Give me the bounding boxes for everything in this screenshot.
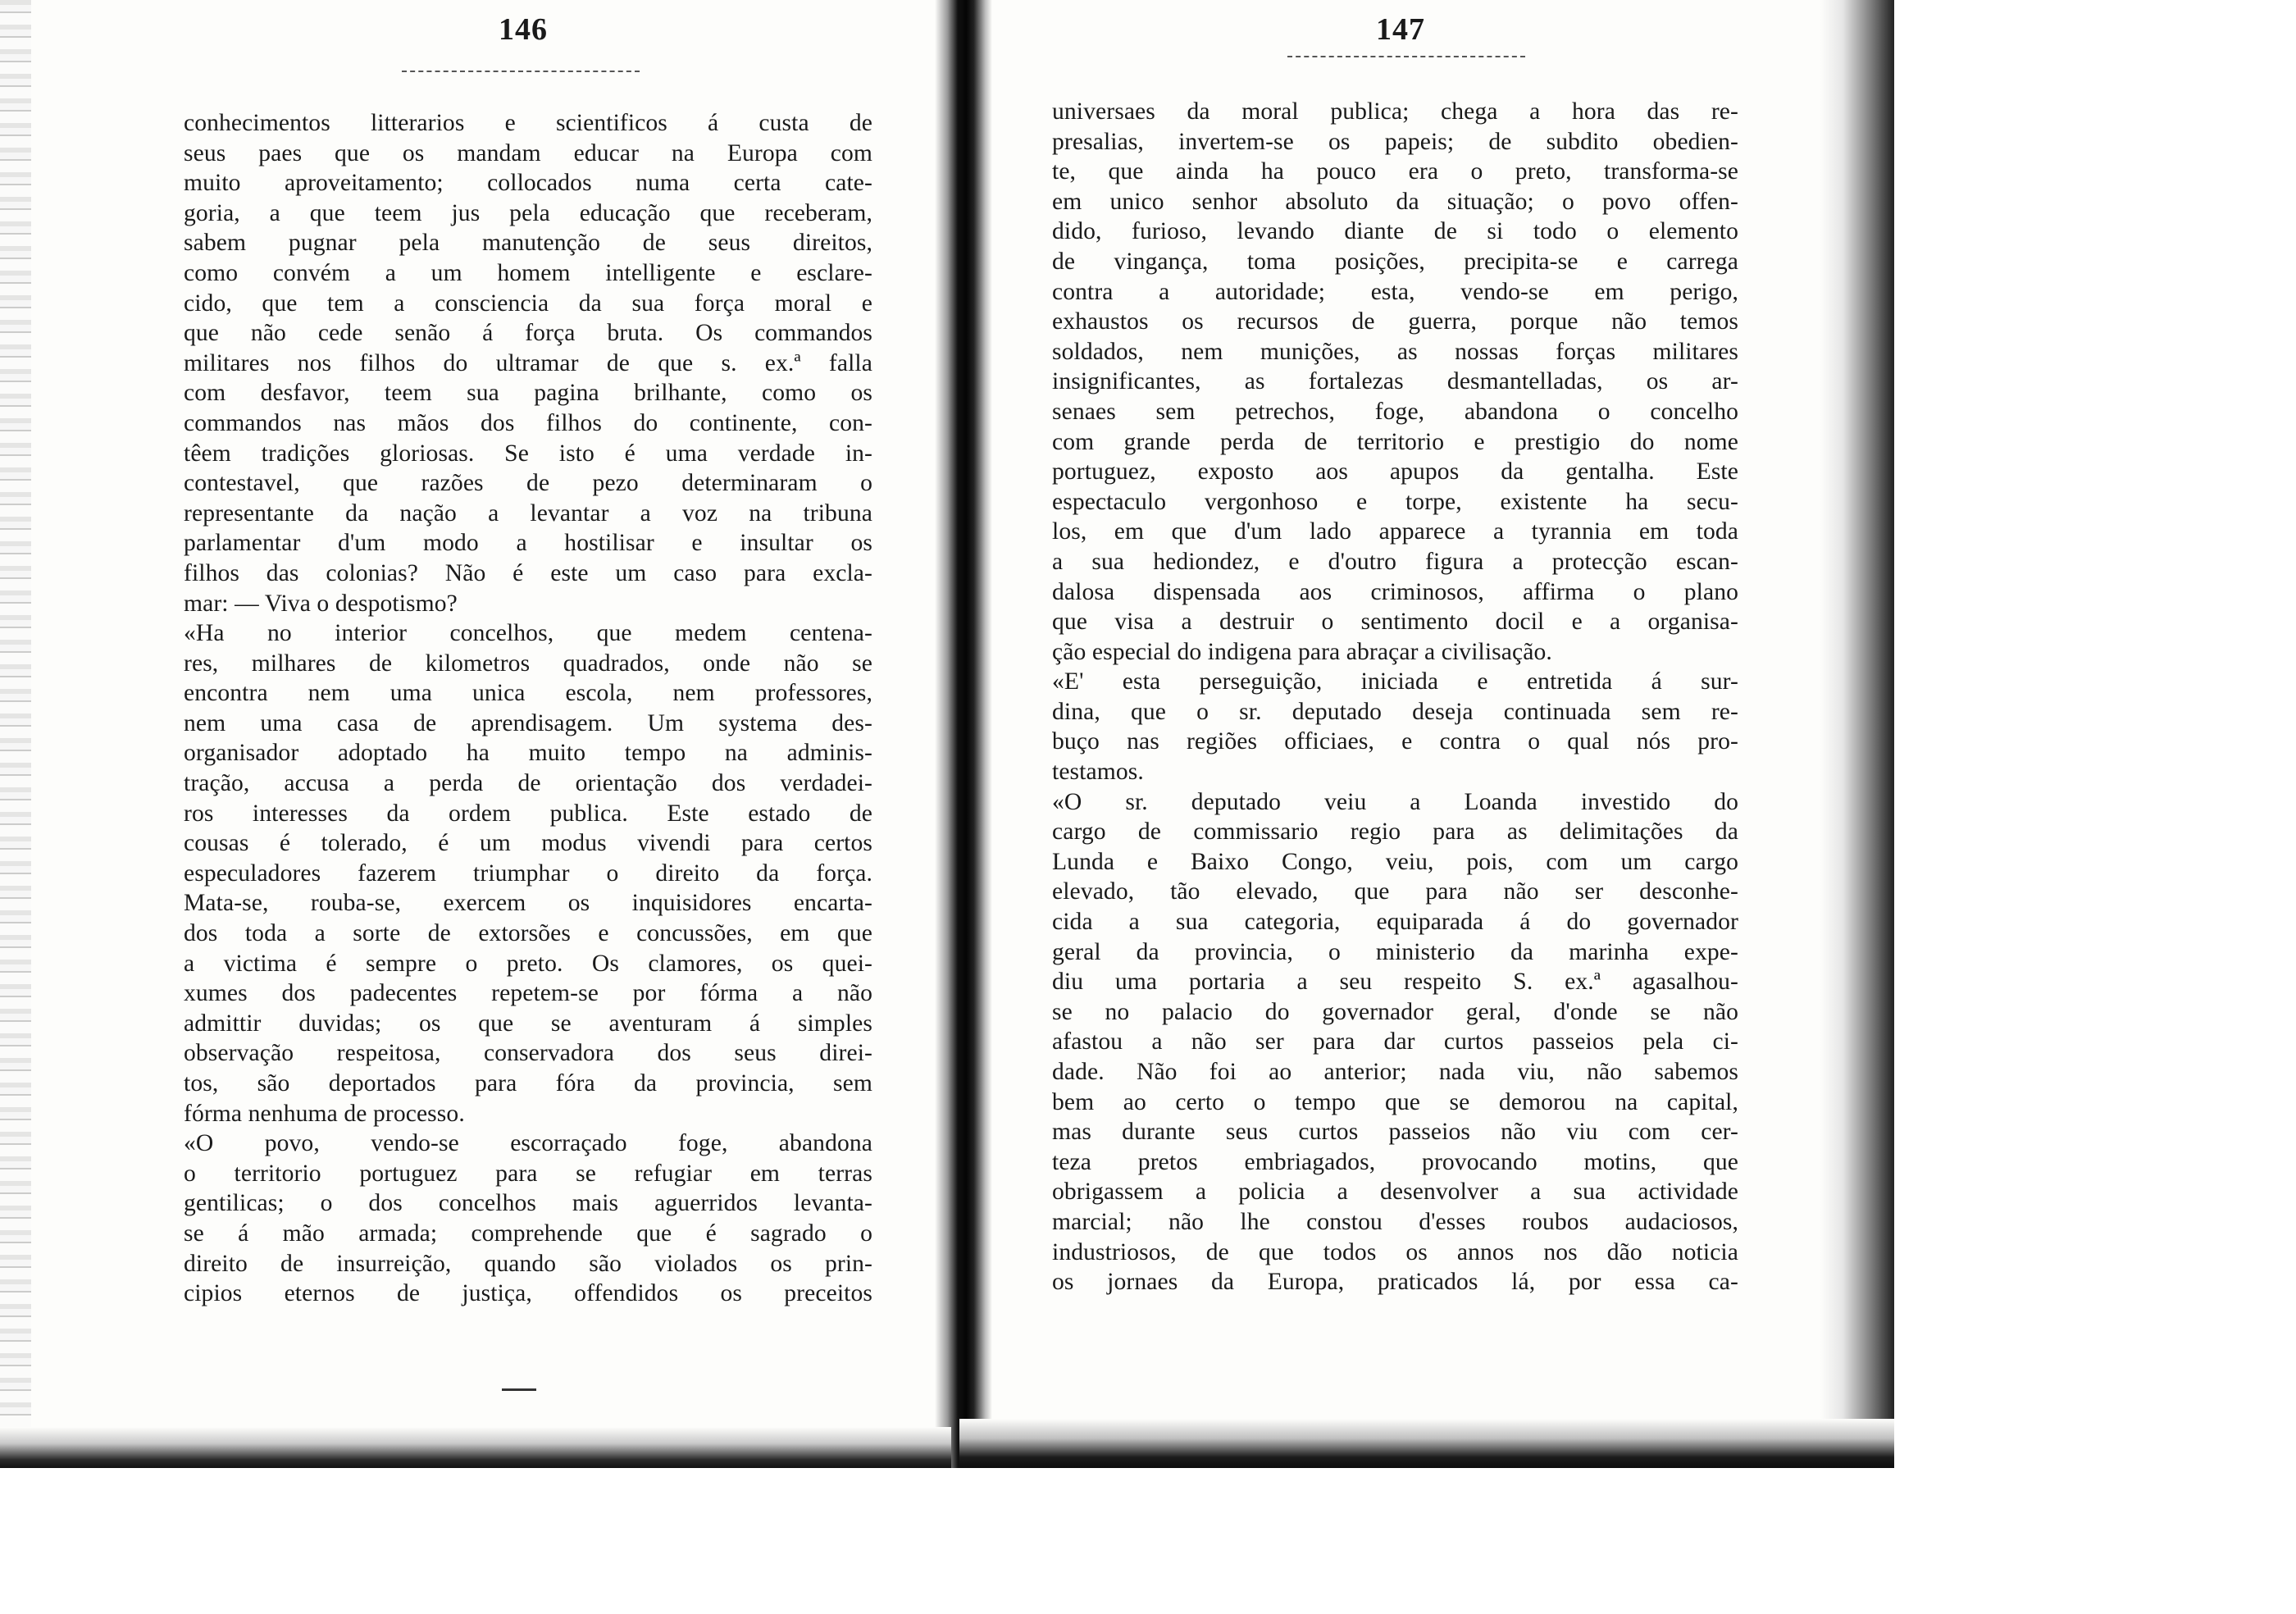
text-line: ros interesses da ordem publica. Este estado de: [184, 800, 872, 827]
text-line: cargo de commissario regio para as delimitações da: [1052, 818, 1738, 846]
text-line: geral da provincia, o ministerio da marinha expe-: [1052, 938, 1738, 965]
text-line: admittir duvidas; os que se aventuram á simples: [184, 1010, 872, 1037]
text-line: especuladores fazerem triumphar o direito da força.: [184, 859, 872, 887]
text-line: mas durante seus curtos passeios não viu com cer-: [1052, 1119, 1738, 1146]
text-line: o territorio portuguez para se refugiar em terras: [184, 1160, 872, 1187]
left-page-edge: [0, 0, 31, 1468]
text-line: marcial; não lhe constou d'esses roubos audaciosos,: [1052, 1208, 1738, 1235]
text-line: te, que ainda ha pouco era o preto, transforma-se: [1052, 158, 1738, 185]
text-line: fórma nenhuma de processo.: [184, 1100, 465, 1127]
text-line: como convém a um homem intelligente e esclare-: [184, 259, 872, 286]
text-line: dalosa dispensada aos criminosos, affirma o plano: [1052, 578, 1738, 605]
text-line: em unico senhor absoluto da situação; o povo offen-: [1052, 188, 1738, 215]
text-line: de vingança, toma posições, precipita-se e carrega: [1052, 248, 1738, 275]
text-line: goria, a que teem jus pela educação que receberam,: [184, 199, 872, 226]
text-line: espectaculo vergonhoso e torpe, existente ha secu-: [1052, 488, 1738, 515]
text-line: senaes sem petrechos, foge, abandona o concelho: [1052, 398, 1738, 425]
text-line: cida a sua categoria, equiparada á do governador: [1052, 909, 1738, 936]
left-page-number: 146: [499, 12, 548, 47]
text-line: universaes da moral publica; chega a hora das re-: [1052, 98, 1738, 125]
text-line: os jornaes da Europa, praticados lá, por essa ca-: [1052, 1269, 1738, 1296]
text-line: militares nos filhos do ultramar de que s. ex.ª falla: [184, 349, 872, 376]
text-line: presalias, invertem-se os papeis; de subdito obedien-: [1052, 128, 1738, 155]
text-line: direito de insurreição, quando são violados os prin-: [184, 1250, 872, 1277]
text-line: se á mão armada; comprehende que é sagrado o: [184, 1220, 872, 1247]
text-line: los, em que d'um lado apparece a tyrannia em toda: [1052, 518, 1738, 545]
left-page-bottom-edge: [0, 1427, 951, 1468]
text-line: commandos nas mãos dos filhos do continente, con-: [184, 409, 872, 436]
text-line: têem tradições gloriosas. Se isto é uma verdade in-: [184, 440, 872, 467]
text-line: bem ao certo o tempo que se demorou na capital,: [1052, 1088, 1738, 1115]
text-line: seus paes que os mandam educar na Europa com: [184, 139, 872, 166]
left-page-text: [184, 108, 872, 1309]
text-line: «O sr. deputado veiu a Loanda investido do: [1052, 788, 1738, 815]
text-line: contestavel, que razões de pezo determinaram o: [184, 470, 872, 497]
text-line: cido, que tem a consciencia da sua força moral e: [184, 290, 872, 317]
right-page-bottom-edge: [959, 1419, 1894, 1468]
text-line: insignificantes, as fortalezas desmantelladas, os ar-: [1052, 368, 1738, 395]
right-page-number: 147: [1376, 12, 1425, 47]
text-line: contra a autoridade; esta, vendo-se em perigo,: [1052, 278, 1738, 305]
text-line: afastou a não ser para dar curtos passeios pela ci-: [1052, 1028, 1738, 1055]
text-line: cipios eternos de justiça, offendidos os preceitos: [184, 1280, 872, 1307]
text-line: com desfavor, teem sua pagina brilhante, como os: [184, 380, 872, 407]
text-line: dina, que o sr. deputado deseja continuada sem re-: [1052, 698, 1738, 725]
text-line: que visa a destruir o sentimento docil e a organisa-: [1052, 609, 1738, 636]
text-line: «E' esta perseguição, iniciada e entretida á sur-: [1052, 668, 1738, 695]
text-line: «Ha no interior concelhos, que medem centena-: [184, 620, 872, 647]
text-line: organisador adoptado ha muito tempo na adminis-: [184, 740, 872, 767]
text-line: que não cede senão á força bruta. Os commandos: [184, 320, 872, 347]
text-line: dos toda a sorte de extorsões e concussões, em que: [184, 920, 872, 947]
text-line: tos, são deportados para fóra da provincia, sem: [184, 1070, 872, 1097]
right-page-edge: [1820, 0, 1894, 1468]
text-line: elevado, tão elevado, que para não ser desconhe-: [1052, 878, 1738, 905]
text-line: Lunda e Baixo Congo, veiu, pois, com um cargo: [1052, 848, 1738, 875]
left-page-footer-mark: [502, 1388, 536, 1391]
text-line: nem uma casa de aprendisagem. Um systema des-: [184, 709, 872, 736]
text-line: parlamentar d'um modo a hostilisar e insultar os: [184, 530, 872, 557]
text-line: dade. Não foi ao anterior; nada viu, não sabemos: [1052, 1059, 1738, 1085]
text-line: diu uma portaria a seu respeito S. ex.ª agasalhou-: [1052, 969, 1738, 996]
text-line: se no palacio do governador geral, d'onde se não: [1052, 998, 1738, 1025]
text-line: sabem pugnar pela manutenção de seus direitos,: [184, 230, 872, 257]
text-line: tração, accusa a perda de orientação dos verdadei-: [184, 770, 872, 797]
text-line: muito aproveitamento; collocados numa certa cate-: [184, 170, 872, 197]
right-header-rule: [1287, 56, 1525, 59]
text-line: gentilicas; o dos concelhos mais aguerridos levanta-: [184, 1190, 872, 1217]
text-line: encontra nem uma unica escola, nem professores,: [184, 680, 872, 707]
text-line: a sua hediondez, e d'outro figura a protecção escan-: [1052, 548, 1738, 575]
text-line: Mata-se, rouba-se, exercem os inquisidores encarta-: [184, 890, 872, 917]
text-line: res, milhares de kilometros quadrados, onde não se: [184, 650, 872, 677]
text-line: observação respeitosa, conservadora dos seus direi-: [184, 1040, 872, 1067]
text-line: testamos.: [1052, 759, 1144, 786]
text-line: filhos das colonias? Não é este um caso para excla-: [184, 559, 872, 586]
text-line: a victima é sempre o preto. Os clamores, os quei-: [184, 950, 872, 977]
text-line: soldados, nem munições, as nossas forças militares: [1052, 338, 1738, 365]
text-line: buço nas regiões officiaes, e contra o qual nós pro-: [1052, 728, 1738, 755]
text-line: obrigassem a policia a desenvolver a sua actividade: [1052, 1179, 1738, 1206]
text-line: industriosos, de que todos os annos nos dão noticia: [1052, 1238, 1738, 1265]
text-line: exhaustos os recursos de guerra, porque não temos: [1052, 308, 1738, 335]
text-line: mar: — Viva o despotismo?: [184, 590, 458, 617]
right-page-text: [1052, 97, 1738, 1297]
text-line: com grande perda de territorio e prestigio do nome: [1052, 428, 1738, 455]
text-line: portuguez, exposto aos apupos da gentalha. Este: [1052, 458, 1738, 486]
text-line: dido, furioso, levando diante de si todo o elemento: [1052, 218, 1738, 245]
text-line: xumes dos padecentes repetem-se por fórma a não: [184, 980, 872, 1007]
text-line: «O povo, vendo-se escorraçado foge, abandona: [184, 1130, 872, 1157]
text-line: ção especial do indigena para abraçar a civilisação.: [1052, 638, 1552, 665]
text-line: conhecimentos litterarios e scientificos á custa de: [184, 110, 872, 136]
left-header-rule: [402, 71, 640, 74]
book-gutter: [935, 0, 992, 1468]
text-line: teza pretos embriagados, provocando motins, que: [1052, 1148, 1738, 1175]
text-line: representante da nação a levantar a voz na tribuna: [184, 499, 872, 527]
text-line: cousas é tolerado, é um modus vivendi para certos: [184, 830, 872, 857]
